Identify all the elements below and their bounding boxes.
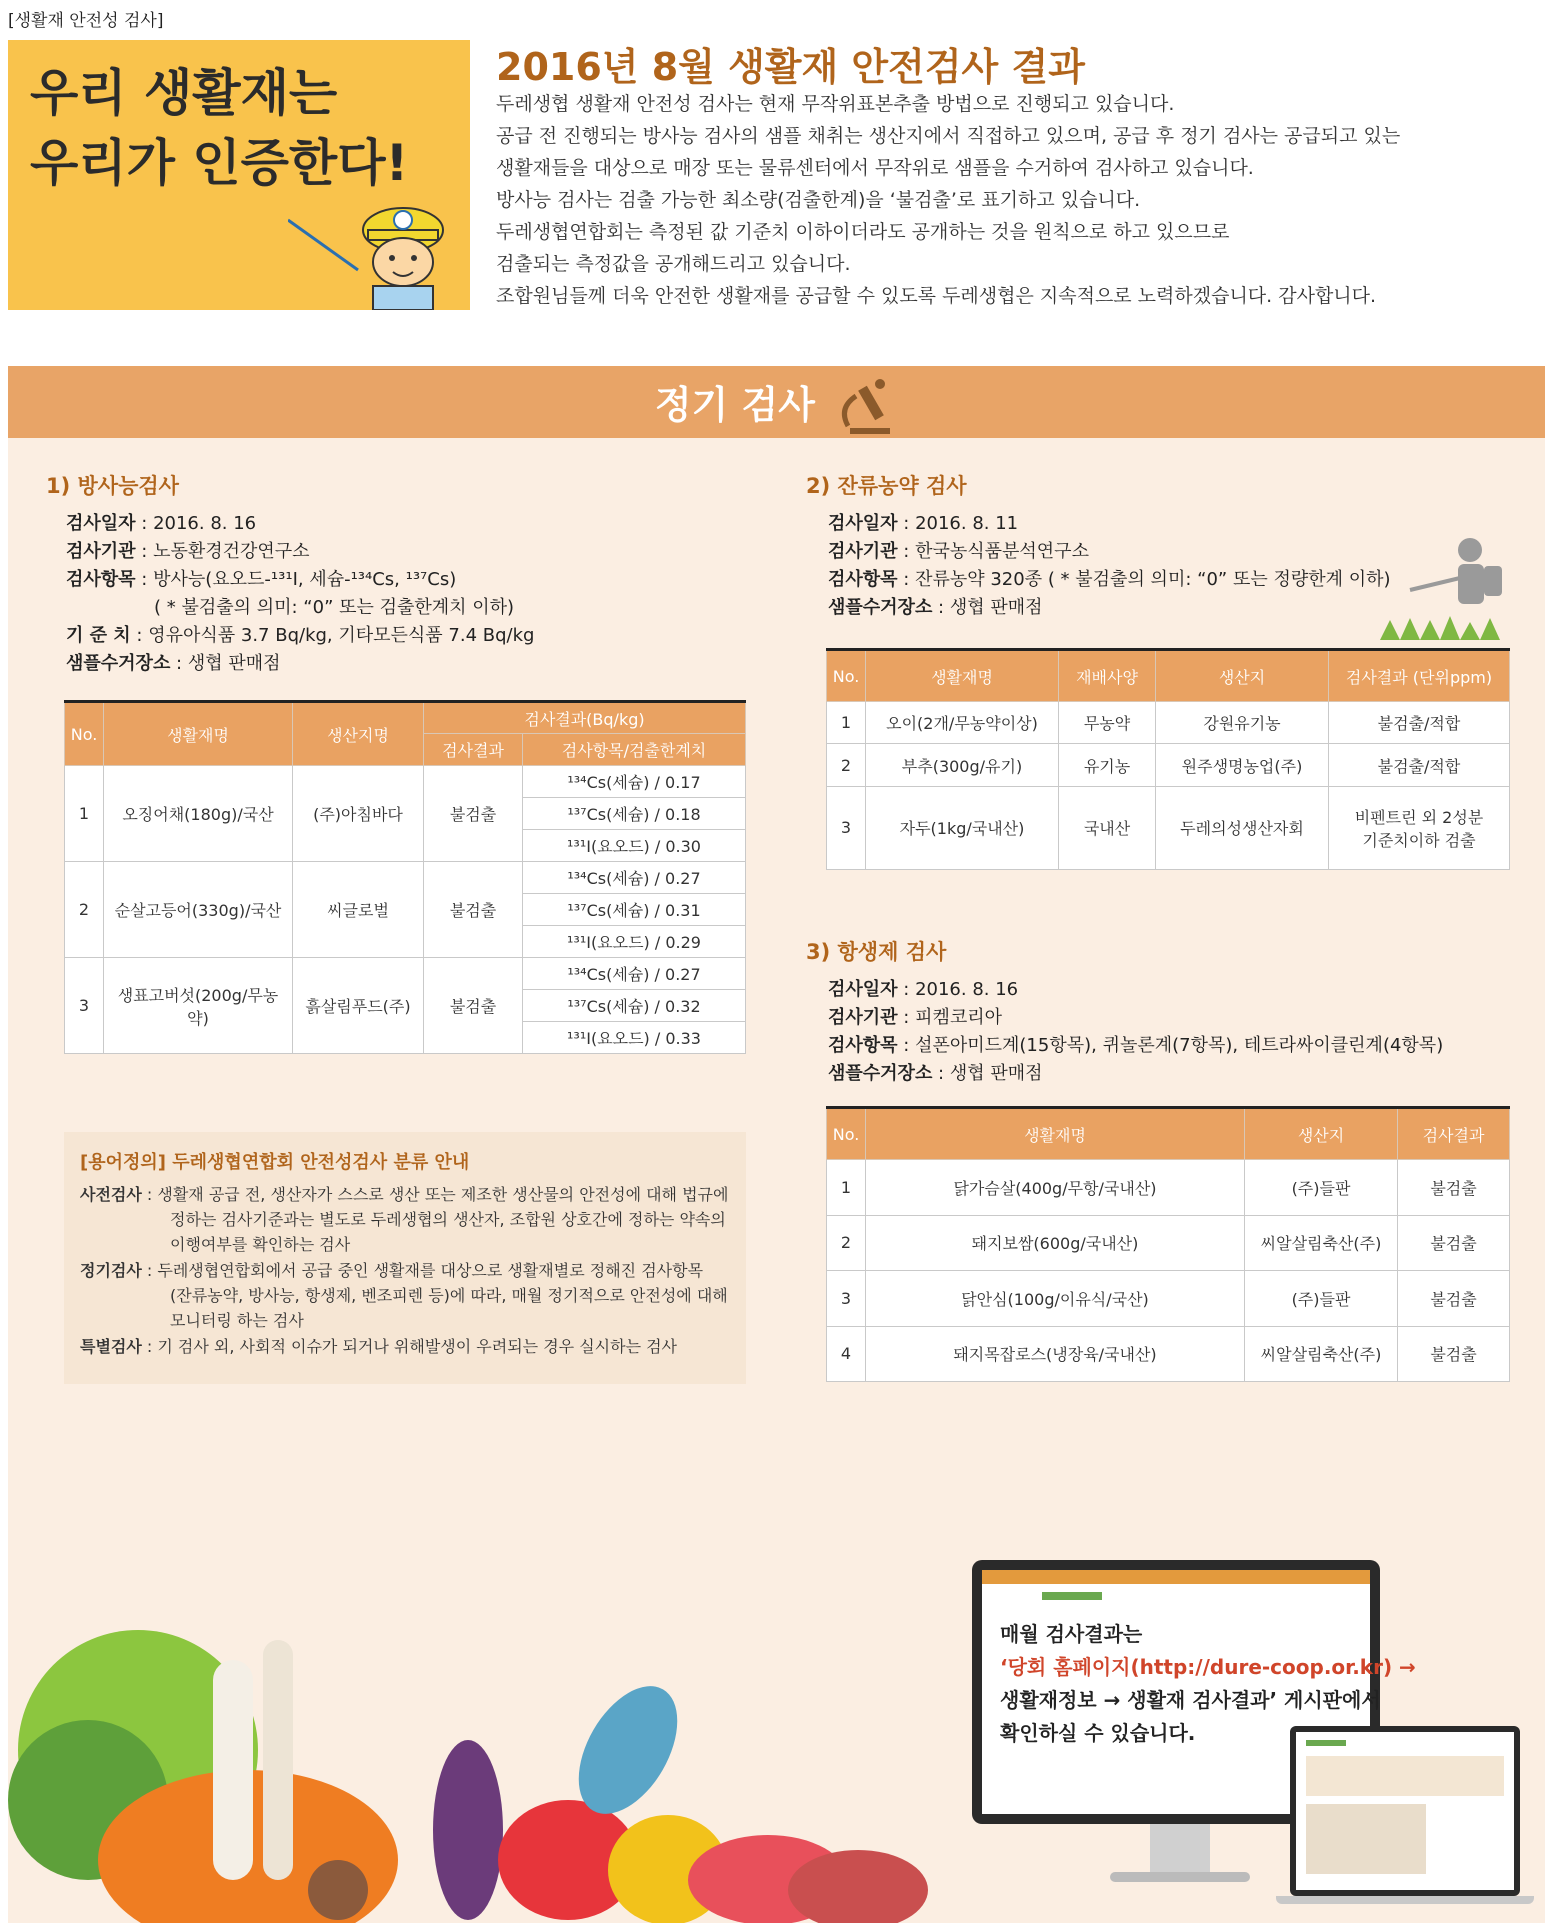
cell-result: 불검출 bbox=[1398, 1326, 1510, 1382]
term-label: 특별검사 bbox=[80, 1337, 142, 1356]
term-item: 정기검사 : 두레생협연합회에서 공급 중인 생활재를 대상으로 생활재별로 정해진 검사항목 (잔류농약, 방사능, 항생제, 벤조피렌 등)에 따라, 매월 정기적으로 안전성에 대해 모니터링 하는 검사 bbox=[80, 1261, 728, 1330]
cell-origin: 강원유기농 bbox=[1156, 702, 1329, 744]
antibiotic-table bbox=[826, 1106, 1510, 1382]
items-value: 설폰아미드계(15항목), 퀴놀론계(7항목), 테트라싸이클린계(4항목) bbox=[915, 1035, 1444, 1056]
sample-value: 생협 판매점 bbox=[187, 653, 281, 674]
intro-text bbox=[496, 88, 1516, 312]
hero-title-line1: 우리 생활재는 bbox=[30, 64, 338, 122]
intro-line: 두레생협 생활재 안전성 검사는 현재 무작위표본추출 방법으로 진행되고 있습니다. bbox=[496, 93, 1175, 115]
intro-line: 방사능 검사는 검출 가능한 최소량(검출한계)을 ‘불검출’로 표기하고 있습니다. bbox=[496, 189, 1141, 211]
radiation-table bbox=[64, 700, 746, 1054]
radiation-title: 1) 방사능검사 bbox=[46, 474, 179, 498]
antibiotic-info: 검사일자 : 2016. 8. 16 검사기관 : 피켐코리아 검사항목 : 설폰아미드계(15항목), 퀴놀론계(7항목), 테트라싸이클린계(4항목) 샘플수거장소 : 생협 판매점 bbox=[828, 979, 1444, 1084]
std-value: 영유아식품 3.7 Bq/kg, 기타모든식품 7.4 Bq/kg bbox=[148, 625, 535, 646]
table-row bbox=[65, 862, 746, 894]
cell-no: 1 bbox=[65, 766, 104, 862]
date-value: 2016. 8. 11 bbox=[915, 513, 1019, 534]
term-label: 정기검사 bbox=[80, 1261, 142, 1280]
cell-detail: ¹³⁴Cs(세슘) / 0.17 bbox=[523, 766, 746, 798]
date-label: 검사일자 bbox=[828, 979, 898, 1000]
term-line: 정하는 검사기준과는 별도로 두레생협의 생산자, 조합원 상호간에 정하는 약속의 bbox=[170, 1210, 726, 1229]
terms-box bbox=[64, 1132, 746, 1384]
cell-result: 불검출 bbox=[1398, 1215, 1510, 1271]
org-value: 한국농식품분석연구소 bbox=[915, 541, 1089, 562]
th-name: 생활재명 bbox=[866, 650, 1059, 702]
term-item: 특별검사 : 기 검사 외, 사회적 이슈가 되거나 위해발생이 우려되는 경우 실시하는 검사 bbox=[80, 1337, 678, 1356]
cell-result: 불검출 bbox=[424, 958, 523, 1054]
org-value: 피켐코리아 bbox=[915, 1007, 1003, 1028]
cell-no: 2 bbox=[65, 862, 104, 958]
term-line: 생활재 공급 전, 생산자가 스스로 생산 또는 제조한 생산물의 안전성에 대해 법규에 bbox=[157, 1185, 729, 1204]
items-label: 검사항목 bbox=[66, 569, 136, 590]
cell-result: 불검출 bbox=[1398, 1271, 1510, 1327]
table-row bbox=[827, 744, 1510, 786]
inspector-character-illustration bbox=[288, 190, 458, 310]
cell-detail: ¹³⁴Cs(세슘) / 0.27 bbox=[523, 862, 746, 894]
cell-result: 불검출 bbox=[424, 862, 523, 958]
date-value: 2016. 8. 16 bbox=[915, 979, 1019, 1000]
intro-line: 조합원님들께 더욱 안전한 생활재를 공급할 수 있도록 두레생협은 지속적으로 노력하겠습니다. 감사합니다. bbox=[496, 285, 1377, 307]
cell-name: 닭안심(100g/이유식/국산) bbox=[866, 1271, 1245, 1327]
term-line: 모니터링 하는 검사 bbox=[170, 1311, 304, 1330]
sprayer-farmer-illustration bbox=[1380, 530, 1510, 640]
monitor-line: 생활재정보 → 생활재 검사결과’ 게시판에서 bbox=[1000, 1688, 1381, 1712]
banner-title-text: 정기 검사 bbox=[654, 383, 815, 427]
items-label: 검사항목 bbox=[828, 569, 898, 590]
cell-no: 3 bbox=[827, 1271, 866, 1327]
cell-origin: 두레의성생산자회 bbox=[1156, 786, 1329, 869]
sample-value: 생협 판매점 bbox=[949, 597, 1043, 618]
cell-result: 비펜트린 외 2성분 기준치이하 검출 bbox=[1329, 786, 1510, 869]
cell-name: 자두(1kg/국내산) bbox=[866, 786, 1059, 869]
microscope-icon bbox=[828, 378, 898, 438]
antibiotic-title: 3) 항생제 검사 bbox=[806, 940, 947, 964]
radiation-info: 검사일자 : 2016. 8. 16 검사기관 : 노동환경건강연구소 검사항목 : 방사능(요오드-¹³¹I, 세슘-¹³⁴Cs, ¹³⁷Cs) ( * 불검출의 의미: “0” 또는 검출한계치 이하) 기 준 치 : 영유아식품 3.7 Bq/kg, 기타모든식품 7.4 Bq/kg 샘플수거장소 : 생협 판매점 bbox=[66, 513, 535, 674]
monitor-base bbox=[1110, 1872, 1250, 1882]
table-row bbox=[65, 766, 746, 798]
th-method: 재배사양 bbox=[1059, 650, 1156, 702]
sample-label: 샘플수거장소 bbox=[828, 597, 933, 618]
laptop-screen bbox=[1296, 1732, 1514, 1890]
cell-origin: 흙살림푸드(주) bbox=[293, 958, 424, 1054]
intro-line: 공급 전 진행되는 방사능 검사의 샘플 채취는 생산지에서 직접하고 있으며, 공급 후 정기 검사는 공급되고 있는 bbox=[496, 125, 1401, 147]
items-label: 검사항목 bbox=[828, 1035, 898, 1056]
table-row bbox=[827, 786, 1510, 869]
intro-line: 생활재들을 대상으로 매장 또는 물류센터에서 무작위로 샘플을 수거하여 검사하고 있습니다. bbox=[496, 157, 1254, 179]
monitor-link-line: ‘당회 홈페이지(http://dure-coop.or.kr) → bbox=[1000, 1655, 1416, 1679]
items-note: ( * 불검출의 의미: “0” 또는 검출한계치 이하) bbox=[154, 597, 515, 618]
cell-origin: (주)들판 bbox=[1245, 1271, 1398, 1327]
term-line: 이행여부를 확인하는 검사 bbox=[170, 1235, 351, 1254]
table-row bbox=[827, 1215, 1510, 1271]
term-item: 사전검사 : 생활재 공급 전, 생산자가 스스로 생산 또는 제조한 생산물의 안전성에 대해 법규에 정하는 검사기준과는 별도로 두레생협의 생산자, 조합원 상호간에 정하는 약속의 이행여부를 확인하는 검사 bbox=[80, 1185, 729, 1254]
th-no: No. bbox=[65, 702, 104, 766]
cell-no: 2 bbox=[827, 1215, 866, 1271]
date-label: 검사일자 bbox=[828, 513, 898, 534]
sample-label: 샘플수거장소 bbox=[66, 653, 171, 674]
monitor-stand bbox=[1150, 1824, 1210, 1874]
items-value: 잔류농약 320종 ( * 불검출의 의미: “0” 또는 정량한계 이하) bbox=[915, 569, 1391, 590]
th-no: No. bbox=[827, 1108, 866, 1160]
intro-line: 검출되는 측정값을 공개해드리고 있습니다. bbox=[496, 253, 851, 275]
cell-result: 불검출 bbox=[424, 766, 523, 862]
cell-origin: (주)들판 bbox=[1245, 1160, 1398, 1216]
cell-name: 오징어채(180g)/국산 bbox=[104, 766, 293, 862]
th-name: 생활재명 bbox=[104, 702, 293, 766]
cell-no: 1 bbox=[827, 702, 866, 744]
date-label: 검사일자 bbox=[66, 513, 136, 534]
cell-method: 국내산 bbox=[1059, 786, 1156, 869]
hero-box bbox=[8, 40, 470, 310]
cell-name: 생표고버섯(200g/무농약) bbox=[104, 958, 293, 1054]
term-label: 사전검사 bbox=[80, 1185, 142, 1204]
cell-origin: 원주생명농업(주) bbox=[1156, 744, 1329, 786]
cell-name: 닭가슴살(400g/무항/국내산) bbox=[866, 1160, 1245, 1216]
section-banner bbox=[8, 366, 1545, 438]
cell-no: 3 bbox=[65, 958, 104, 1054]
laptop-base bbox=[1276, 1896, 1534, 1904]
monitor-line: 매월 검사결과는 bbox=[1000, 1622, 1143, 1646]
cell-detail: ¹³¹I(요오드) / 0.30 bbox=[523, 830, 746, 862]
page-tag: [생활재 안전성 검사] bbox=[8, 11, 164, 31]
date-value: 2016. 8. 16 bbox=[153, 513, 257, 534]
th-origin: 생산지명 bbox=[293, 702, 424, 766]
th-result: 검사결과 bbox=[424, 734, 523, 766]
cell-result: 불검출/적합 bbox=[1329, 702, 1510, 744]
cell-detail: ¹³¹I(요오드) / 0.29 bbox=[523, 926, 746, 958]
laptop-illustration bbox=[1290, 1726, 1520, 1896]
cell-detail: ¹³⁷Cs(세슘) / 0.18 bbox=[523, 798, 746, 830]
hero-title-line2: 우리가 인증한다! bbox=[30, 134, 409, 192]
cell-detail: ¹³⁷Cs(세슘) / 0.31 bbox=[523, 894, 746, 926]
cell-no: 4 bbox=[827, 1326, 866, 1382]
table-row bbox=[827, 1326, 1510, 1382]
cell-name: 오이(2개/무농약이상) bbox=[866, 702, 1059, 744]
cell-origin: 씨글로벌 bbox=[293, 862, 424, 958]
cell-method: 무농약 bbox=[1059, 702, 1156, 744]
cell-detail: ¹³¹I(요오드) / 0.33 bbox=[523, 1022, 746, 1054]
cell-no: 1 bbox=[827, 1160, 866, 1216]
sample-value: 생협 판매점 bbox=[949, 1063, 1043, 1084]
items-value: 방사능(요오드-¹³¹I, 세슘-¹³⁴Cs, ¹³⁷Cs) bbox=[153, 569, 457, 590]
th-name: 생활재명 bbox=[866, 1108, 1245, 1160]
cell-name: 부추(300g/유기) bbox=[866, 744, 1059, 786]
cell-name: 돼지보쌈(600g/국내산) bbox=[866, 1215, 1245, 1271]
sample-label: 샘플수거장소 bbox=[828, 1063, 933, 1084]
pesticide-info: 검사일자 : 2016. 8. 11 검사기관 : 한국농식품분석연구소 검사항목 : 잔류농약 320종 ( * 불검출의 의미: “0” 또는 정량한계 이하) 샘플수거장소 : 생협 판매점 bbox=[828, 513, 1391, 618]
vegetables-illustration bbox=[8, 1560, 948, 1923]
terms-title: [용어정의] 두레생협연합회 안전성검사 분류 안내 bbox=[80, 1152, 470, 1173]
std-label: 기 준 치 bbox=[66, 625, 131, 646]
cell-name: 순살고등어(330g)/국산 bbox=[104, 862, 293, 958]
banner-title bbox=[8, 374, 1545, 438]
org-label: 검사기관 bbox=[66, 541, 136, 562]
cell-origin: (주)아침바다 bbox=[293, 766, 424, 862]
cell-result: 불검출/적합 bbox=[1329, 744, 1510, 786]
intro-line: 두레생협연합회는 측정된 값 기준치 이하이더라도 공개하는 것을 원칙으로 하고 있으므로 bbox=[496, 221, 1230, 243]
org-label: 검사기관 bbox=[828, 541, 898, 562]
hero-title bbox=[30, 58, 408, 198]
th-origin: 생산지 bbox=[1156, 650, 1329, 702]
cell-no: 2 bbox=[827, 744, 866, 786]
cell-name: 돼지목잡로스(냉장육/국내산) bbox=[866, 1326, 1245, 1382]
th-detail: 검사항목/검출한계치 bbox=[523, 734, 746, 766]
th-result: 검사결과 bbox=[1398, 1108, 1510, 1160]
pesticide-title: 2) 잔류농약 검사 bbox=[806, 474, 967, 498]
term-line: 두레생협연합회에서 공급 중인 생활재를 대상으로 생활재별로 정해진 검사항목 bbox=[157, 1261, 704, 1280]
table-row bbox=[827, 1160, 1510, 1216]
monitor-line: 확인하실 수 있습니다. bbox=[1000, 1721, 1196, 1745]
term-line: (잔류농약, 방사능, 항생제, 벤조피렌 등)에 따라, 매월 정기적으로 안전성에 대해 bbox=[170, 1286, 728, 1305]
term-line: 기 검사 외, 사회적 이슈가 되거나 위해발생이 우려되는 경우 실시하는 검사 bbox=[157, 1337, 678, 1356]
org-label: 검사기관 bbox=[828, 1007, 898, 1028]
table-row bbox=[827, 1271, 1510, 1327]
table-row bbox=[827, 702, 1510, 744]
cell-origin: 씨알살림축산(주) bbox=[1245, 1326, 1398, 1382]
cell-no: 3 bbox=[827, 786, 866, 869]
cell-origin: 씨알살림축산(주) bbox=[1245, 1215, 1398, 1271]
cell-method: 유기농 bbox=[1059, 744, 1156, 786]
cell-detail: ¹³⁴Cs(세슘) / 0.27 bbox=[523, 958, 746, 990]
intro-title: 2016년 8월 생활재 안전검사 결과 bbox=[496, 45, 1085, 89]
org-value: 노동환경건강연구소 bbox=[153, 541, 310, 562]
th-result: 검사결과 (단위ppm) bbox=[1329, 650, 1510, 702]
cell-detail: ¹³⁷Cs(세슘) / 0.32 bbox=[523, 990, 746, 1022]
cell-result: 불검출 bbox=[1398, 1160, 1510, 1216]
table-row bbox=[65, 958, 746, 990]
pesticide-table bbox=[826, 648, 1510, 870]
th-no: No. bbox=[827, 650, 866, 702]
th-result-group: 검사결과(Bq/kg) bbox=[424, 702, 746, 734]
th-origin: 생산지 bbox=[1245, 1108, 1398, 1160]
